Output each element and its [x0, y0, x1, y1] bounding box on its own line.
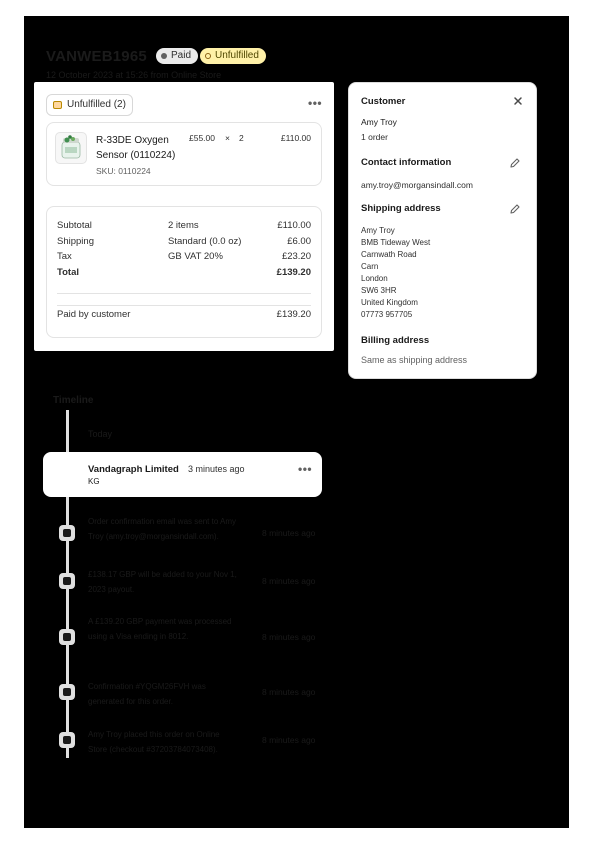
line-item: [46, 122, 322, 186]
customer-name-link[interactable]: Amy Troy: [361, 117, 397, 127]
address-line: 07773 957705: [361, 310, 413, 319]
pencil-icon: [509, 157, 521, 169]
tax-detail: GB VAT 20%: [168, 251, 223, 262]
paid-by-customer-row: [57, 309, 311, 323]
timeline-heading: Timeline: [53, 395, 94, 406]
more-icon[interactable]: •••: [298, 462, 313, 476]
comment-author: Vandagraph Limited: [88, 464, 179, 475]
shipping-row: [57, 236, 311, 250]
shipping-address-heading: Shipping address: [361, 203, 441, 214]
address-line: London: [361, 274, 388, 283]
dot-paid-icon: [161, 53, 167, 59]
paid-badge: [156, 48, 198, 64]
edit-shipping-button[interactable]: [504, 198, 526, 220]
subtotal-label: Subtotal: [57, 220, 92, 231]
contact-heading: Contact information: [361, 157, 452, 168]
summary-divider: [57, 305, 311, 306]
customer-order-count[interactable]: 1 order: [361, 132, 388, 142]
customer-heading: Customer: [361, 96, 406, 107]
paid-badge-label: Paid: [171, 50, 192, 61]
shipping-value: £6.00: [287, 236, 311, 247]
shipping-address: [361, 225, 430, 321]
customer-panel: [348, 82, 537, 379]
shipping-detail: Standard (0.0 oz): [168, 236, 242, 247]
billing-address-heading: Billing address: [361, 335, 430, 346]
close-icon[interactable]: [512, 95, 524, 107]
edit-contact-button[interactable]: [504, 152, 526, 174]
address-line: Carn: [361, 262, 379, 271]
address-line: Carnwath Road: [361, 250, 417, 259]
timeline-event-time: 8 minutes ago: [262, 576, 316, 586]
product-thumbnail[interactable]: [55, 132, 87, 164]
pencil-icon: [509, 203, 521, 215]
tax-value: £23.20: [281, 251, 311, 262]
timeline-event-time: 8 minutes ago: [262, 632, 316, 642]
address-line: United Kingdom: [361, 298, 418, 307]
product-times: ×: [225, 133, 230, 143]
unfulfilled-count-label: Unfulfilled (2): [67, 99, 126, 110]
timeline-event-text: Confirmation #YQGM26FVH was generated for this order.: [88, 682, 206, 706]
subtotal-detail: 2 items: [168, 220, 199, 231]
billing-address-value: Same as shipping address: [361, 355, 468, 365]
tax-label: Tax: [57, 251, 72, 262]
subtotal-value: £110.00: [277, 220, 311, 231]
contact-email[interactable]: amy.troy@morgansindall.com: [361, 180, 473, 190]
product-quantity: 2: [239, 133, 244, 143]
product-title-link[interactable]: R-33DE Oxygen Sensor (0110224): [96, 135, 176, 161]
timeline-event-dot: [59, 629, 75, 645]
timeline-event-text: £138.17 GBP will be added to your Nov 1, 2023 payout.: [88, 570, 237, 594]
timeline-event-time: 8 minutes ago: [262, 528, 316, 538]
total-row: [57, 267, 311, 281]
unfulfilled-badge-label: Unfulfilled: [215, 50, 259, 61]
subtotal-row: [57, 220, 311, 234]
comment-time: 3 minutes ago: [188, 464, 245, 474]
fulfillment-panel: [34, 82, 334, 351]
tax-row: [57, 251, 311, 265]
unfulfilled-count-tag: [46, 94, 133, 116]
address-line: BMB Tideway West: [361, 238, 431, 247]
product-line-total: £110.00: [280, 133, 311, 143]
summary-divider: [57, 293, 311, 294]
more-icon[interactable]: •••: [308, 96, 323, 110]
order-id: VANWEB1965: [46, 48, 147, 65]
product-sku: SKU: 0110224: [96, 166, 151, 176]
package-icon: [53, 101, 62, 109]
product-price: £55.00: [189, 133, 215, 143]
payment-summary: [46, 206, 322, 338]
timeline-event-dot: [59, 732, 75, 748]
shipping-label: Shipping: [57, 236, 94, 247]
timeline-event-dot: [59, 573, 75, 589]
comment-initials: KG: [88, 477, 100, 486]
timeline-event-time: 8 minutes ago: [262, 735, 316, 745]
timeline-today-label: Today: [88, 429, 113, 439]
dot-unfulfilled-icon: [205, 53, 211, 59]
timeline-event-dot: [59, 684, 75, 700]
order-subtitle: 12 October 2023 at 15:26 from Online Store: [46, 70, 222, 80]
timeline-event-dot: [59, 525, 75, 541]
timeline-event-text: A £139.20 GBP payment was processed using a Visa ending in 8012.: [88, 617, 232, 641]
address-line: SW6 3HR: [361, 286, 397, 295]
address-line: Amy Troy: [361, 226, 395, 235]
unfulfilled-badge: [200, 48, 266, 64]
paid-by-customer-value: £139.20: [276, 309, 311, 320]
total-label: Total: [57, 267, 79, 278]
total-value: £139.20: [276, 267, 311, 278]
timeline-event-text: Amy Troy placed this order on Online Store (checkout #37203784073408).: [88, 730, 220, 754]
timeline-event-time: 8 minutes ago: [262, 687, 316, 697]
timeline-event-text: Order confirmation email was sent to Amy Troy (amy.troy@morgansindall.com).: [88, 517, 237, 541]
timeline-comment: [43, 452, 322, 497]
paid-by-customer-label: Paid by customer: [57, 309, 131, 320]
